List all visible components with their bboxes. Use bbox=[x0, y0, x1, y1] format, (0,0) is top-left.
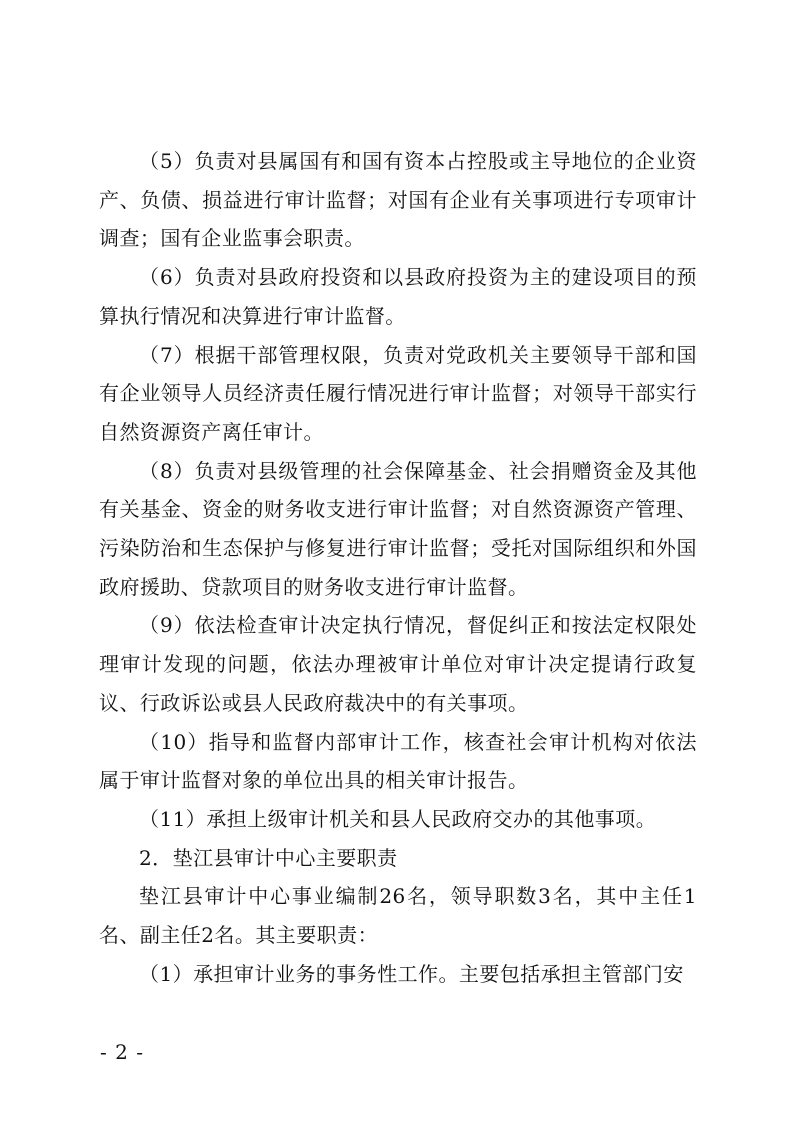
document-body bbox=[99, 142, 697, 993]
paragraph-center-staffing: 垫江县审计中心事业编制26名，领导职数3名，其中主任1名、副主任2名。其主要职责： bbox=[99, 884, 697, 948]
paragraph-duty-7: （7）根据干部管理权限，负责对党政机关主要领导干部和国有企业领导人员经济责任履行情况进行审计监督；对领导干部实行自然资源资产离任审计。 bbox=[99, 342, 697, 444]
paragraph-duty-5: （5）负责对县属国有和国有资本占控股或主导地位的企业资产、负债、损益进行审计监督；对国有企业有关事项进行专项审计调查；国有企业监事会职责。 bbox=[99, 149, 697, 251]
paragraph-duty-8: （8）负责对县级管理的社会保障基金、社会捐赠资金及其他有关基金、资金的财务收支进行审计监督；对自然资源资产管理、污染防治和生态保护与修复进行审计监督；受托对国际组织和外国政府援助、贷款项目的财务收支进行审计监督。 bbox=[99, 458, 697, 599]
paragraph-duty-10: （10）指导和监督内部审计工作，核查社会审计机构对依法属于审计监督对象的单位出具的相关审计报告。 bbox=[99, 729, 697, 793]
paragraph-duty-9: （9）依法检查审计决定执行情况，督促纠正和按法定权限处理审计发现的问题，依法办理被审计单位对审计决定提请行政复议、行政诉讼或县人民政府裁决中的有关事项。 bbox=[99, 613, 697, 715]
paragraph-duty-6: （6）负责对县政府投资和以县政府投资为主的建设项目的预算执行情况和决算进行审计监督。 bbox=[99, 265, 697, 328]
page-number: - 2 - bbox=[100, 1040, 144, 1064]
paragraph-center-duty-1: （1）承担审计业务的事务性工作。主要包括承担主管部门安 bbox=[139, 961, 684, 986]
paragraph-duty-11: （11）承担上级审计机关和县人民政府交办的其他事项。 bbox=[139, 806, 657, 831]
section-heading: 2．垫江县审计中心主要职责 bbox=[139, 845, 398, 870]
